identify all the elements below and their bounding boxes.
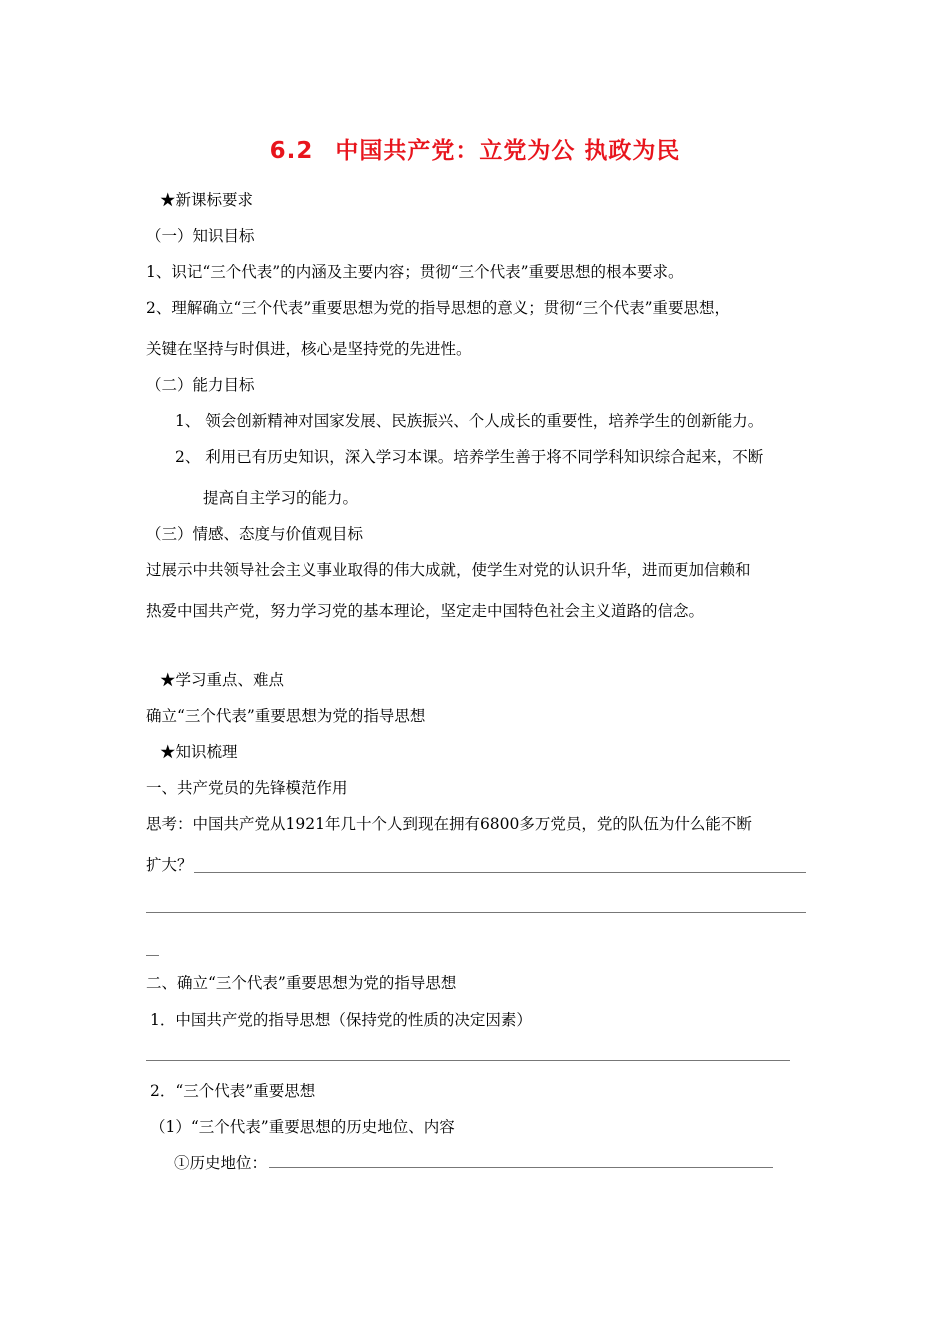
think-question-cont: 扩大？ xyxy=(146,856,193,874)
emotion-heading: （三）情感、态度与价值观目标 xyxy=(146,525,364,543)
title-text: 中国共产党：立党为公 执政为民 xyxy=(335,138,681,164)
answer-line-2[interactable] xyxy=(146,912,806,913)
item-2-1-a xyxy=(174,1153,773,1173)
outline-heading: ★知识梳理 xyxy=(160,743,238,761)
section-2-heading: 二、确立“三个代表”重要思想为党的指导思想 xyxy=(146,974,457,992)
ability-item-2: 2、 利用已有历史知识，深入学习本课。培养学生善于将不同学科知识综合起来，不断 xyxy=(175,448,764,466)
ability-heading: （二）能力目标 xyxy=(146,376,255,394)
knowledge-item-1: 1、识记“三个代表”的内涵及主要内容；贯彻“三个代表”重要思想的根本要求。 xyxy=(146,263,684,281)
emotion-text-cont: 热爱中国共产党，努力学习党的基本理论，坚定走中国特色社会主义道路的信念。 xyxy=(146,602,705,620)
focus-heading: ★学习重点、难点 xyxy=(160,671,285,689)
title-number: 6.2 xyxy=(269,138,314,164)
answer-line-1[interactable] xyxy=(194,872,806,873)
standards-heading: ★新课标要求 xyxy=(160,191,254,209)
historical-status-answer-line[interactable] xyxy=(269,1153,773,1168)
page-title xyxy=(0,132,950,165)
historical-status-label: ①历史地位： xyxy=(174,1154,268,1172)
ability-item-1: 1、 领会创新精神对国家发展、民族振兴、个人成长的重要性，培养学生的创新能力。 xyxy=(175,412,764,430)
focus-text: 确立“三个代表”重要思想为党的指导思想 xyxy=(146,707,426,725)
item-1-answer-line[interactable] xyxy=(146,1060,790,1061)
item-1: 1．中国共产党的指导思想（保持党的性质的决定因素） xyxy=(150,1011,532,1029)
knowledge-item-2-cont: 关键在坚持与时俱进，核心是坚持党的先进性。 xyxy=(146,340,472,358)
section-1-heading: 一、共产党员的先锋模范作用 xyxy=(146,779,348,797)
knowledge-item-2: 2、理解确立“三个代表”重要思想为党的指导思想的意义；贯彻“三个代表”重要思想， xyxy=(146,299,731,317)
emotion-text: 过展示中共领导社会主义事业取得的伟大成就，使学生对党的认识升华，进而更加信赖和 xyxy=(146,561,751,579)
answer-line-3[interactable] xyxy=(146,955,159,956)
item-2-1: （1）“三个代表”重要思想的历史地位、内容 xyxy=(150,1118,455,1136)
item-2: 2．“三个代表”重要思想 xyxy=(150,1082,316,1100)
knowledge-heading: （一）知识目标 xyxy=(146,227,255,245)
think-question: 思考：中国共产党从1921年几十个人到现在拥有6800多万党员，党的队伍为什么能不断 xyxy=(146,815,752,833)
ability-item-2-cont: 提高自主学习的能力。 xyxy=(203,489,359,507)
